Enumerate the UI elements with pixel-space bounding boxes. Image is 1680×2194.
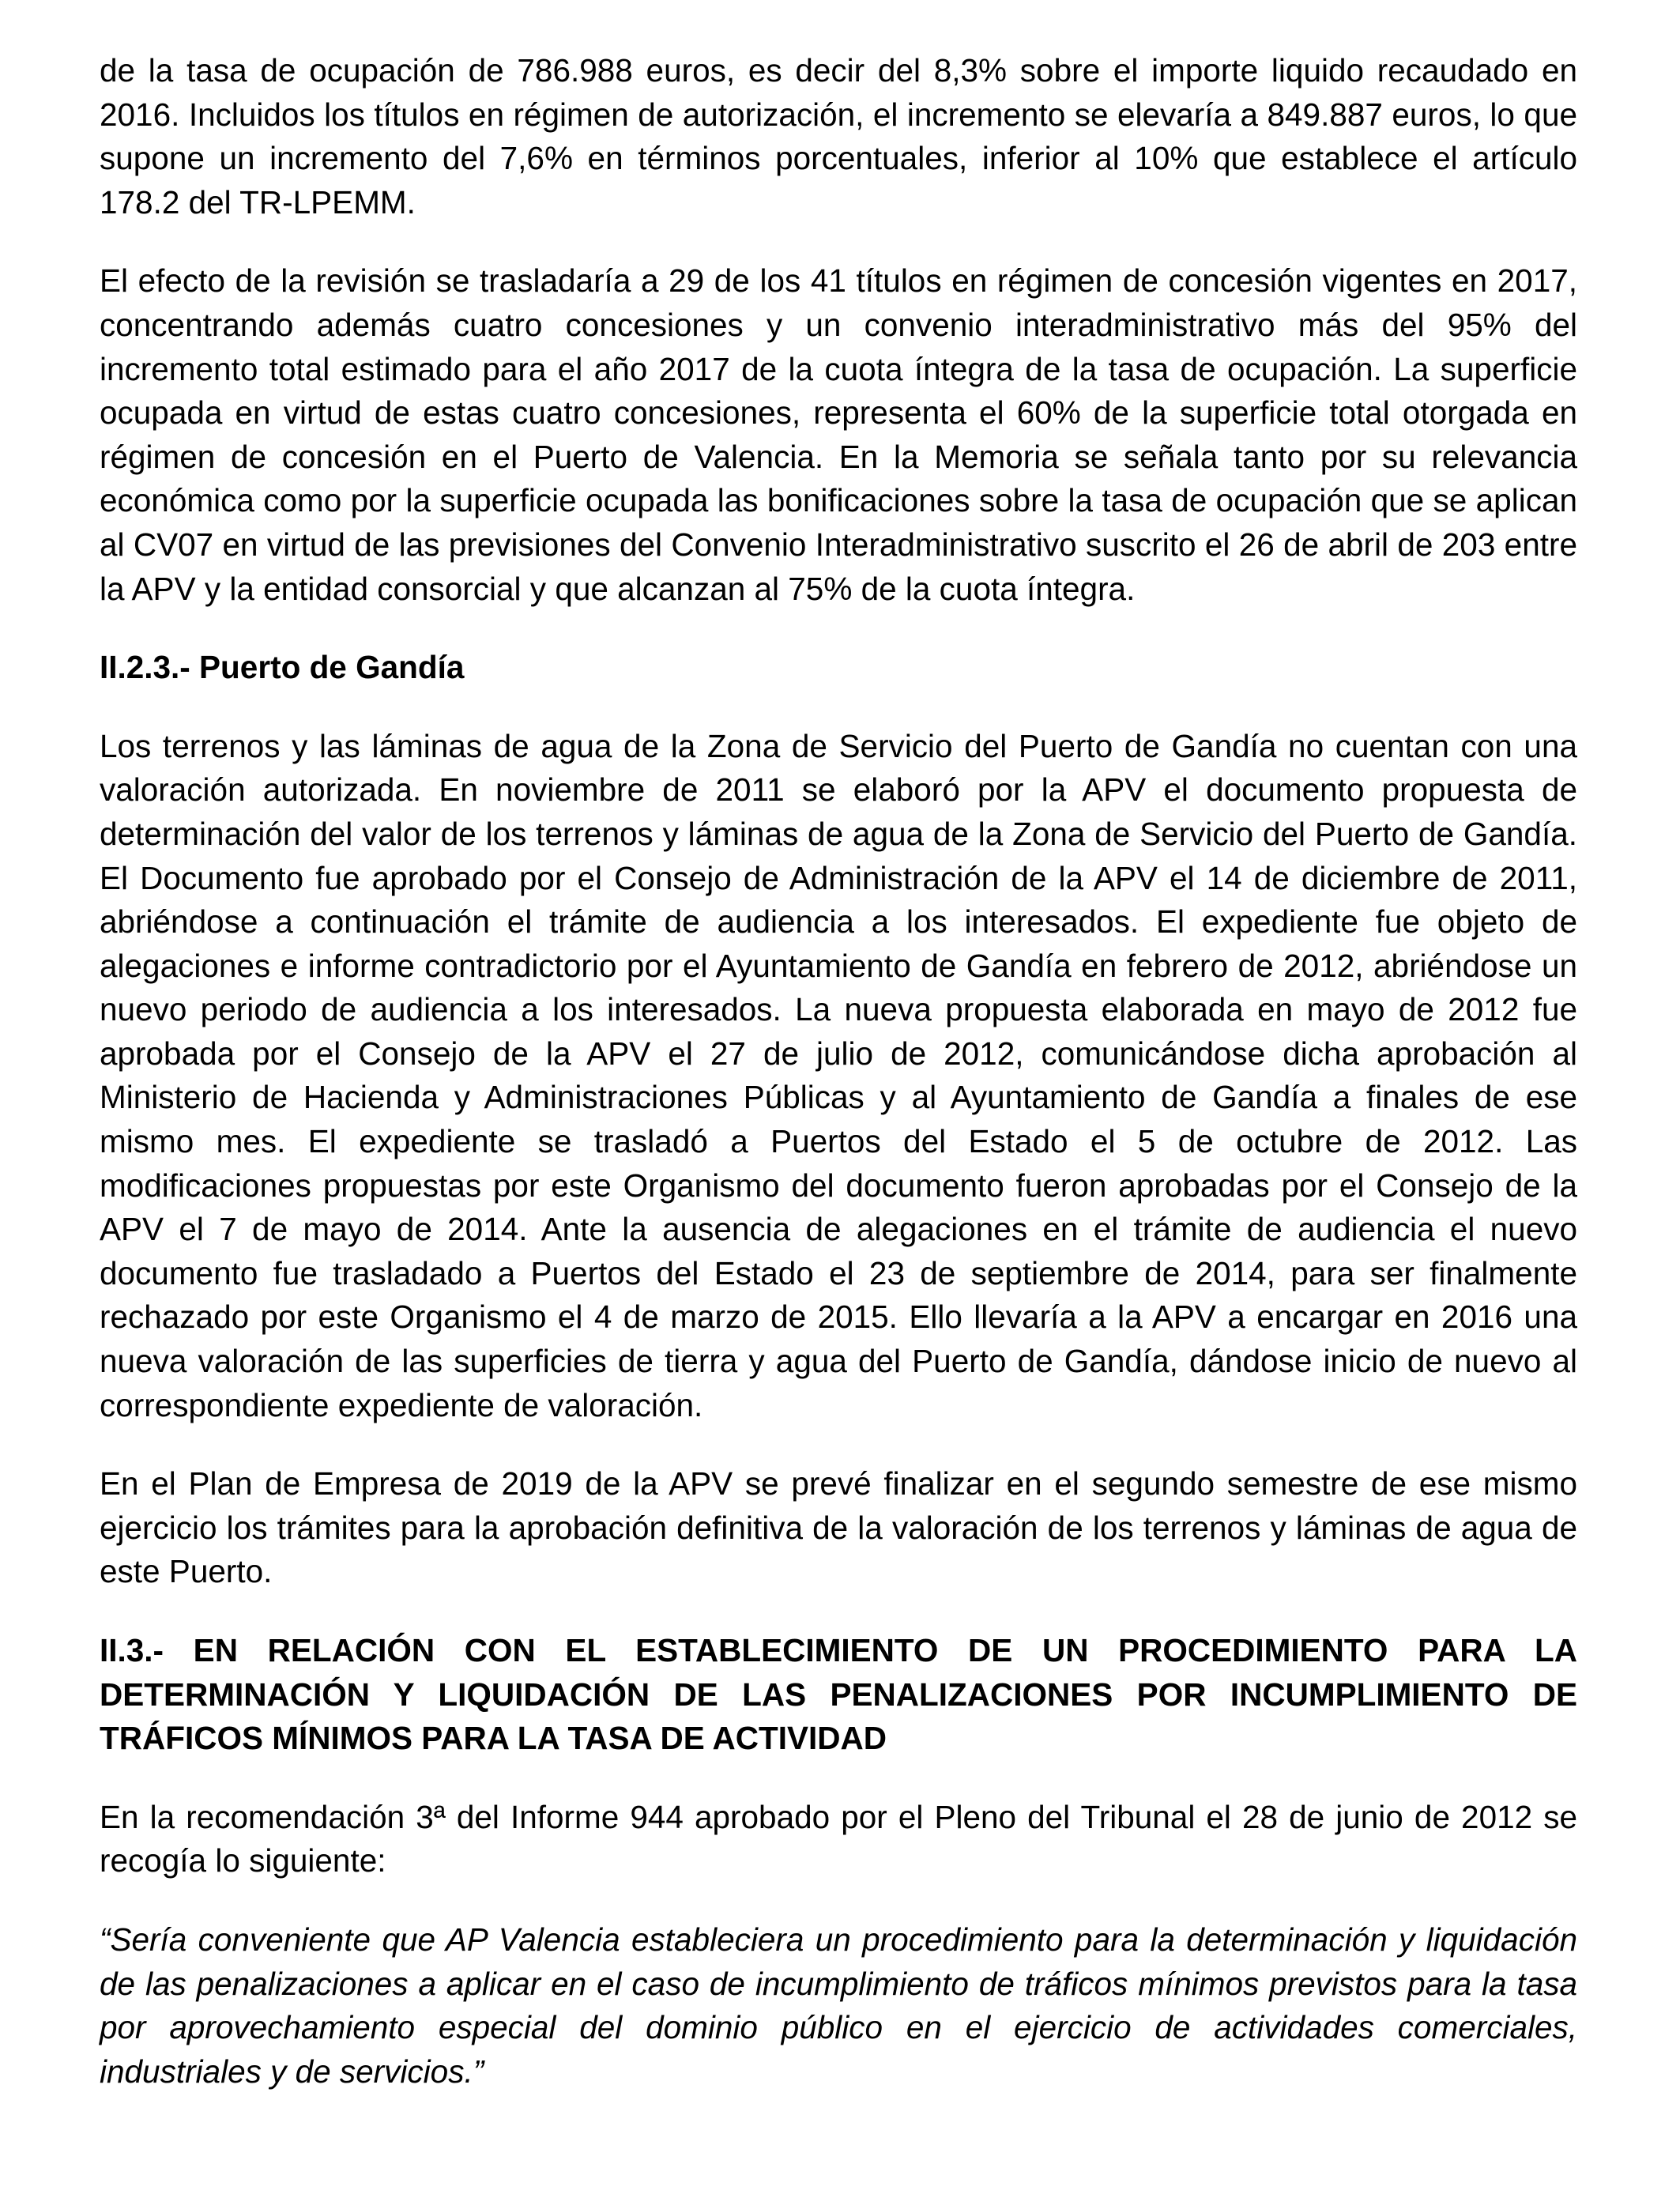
section-heading-puerto-gandia: II.2.3.- Puerto de Gandía — [100, 649, 465, 686]
paragraph-recomendacion: En la recomendación 3ª del Informe 944 aprobado por el Pleno del Tribunal el 28 de junio de 2012 se recogía lo siguiente: — [100, 1798, 1577, 1879]
paragraph-efecto-revision: El efecto de la revisión se trasladaría a 29 de los 41 títulos en régimen de concesión vigentes en 2017, concentrando además cuatro concesiones y un convenio interadministrativo más del 95% del incremento total estimado para el año 2017 de la cuota íntegra de la tasa de ocupación. La superficie ocupada en virtud de estas cuatro concesiones, representa el 60% de la superficie total otorgada en régimen de concesión en el Puerto de Valencia. En la Memoria se señala tanto por su relevancia económica como por la superficie ocupada las bonificaciones sobre la tasa de ocupación que se aplican al CV07 en virtud de las previsiones del Convenio Interadministrativo suscrito el 26 de abril de 203 entre la APV y la entidad consorcial y que alcanzan al 75% de la cuota íntegra. — [100, 262, 1577, 607]
paragraph-tasa-ocupacion: de la tasa de ocupación de 786.988 euros, es decir del 8,3% sobre el importe liquido recaudado en 2016. Incluidos los títulos en régimen de autorización, el incremento se elevaría a 849.887 euros, lo que supone un incremento del 7,6% en términos porcentuales, inferior al 10% que establece el artículo 178.2 del TR-LPEMM. — [100, 52, 1577, 221]
document-page — [100, 49, 1577, 2094]
section-heading-penalizaciones: II.3.- EN RELACIÓN CON EL ESTABLECIMIENTO DE UN PROCEDIMIENTO PARA LA DETERMINACIÓN Y LIQUIDACIÓN DE LAS PENALIZACIONES POR INCUMPLIMIENTO DE TRÁFICOS MÍNIMOS PARA LA TASA DE ACTIVIDAD — [100, 1632, 1577, 1757]
paragraph-terrenos-gandia: Los terrenos y las láminas de agua de la Zona de Servicio del Puerto de Gandía no cuentan con una valoración autorizada. En noviembre de 2011 se elaboró por la APV el documento propuesta de determinación del valor de los terrenos y láminas de agua de la Zona de Servicio del Puerto de Gandía. El Documento fue aprobado por el Consejo de Administración de la APV el 14 de diciembre de 2011, abriéndose a continuación el trámite de audiencia a los interesados. El expediente fue objeto de alegaciones e informe contradictorio por el Ayuntamiento de Gandía en febrero de 2012, abriéndose un nuevo periodo de audiencia a los interesados. La nueva propuesta elaborada en mayo de 2012 fue aprobada por el Consejo de la APV el 27 de julio de 2012, comunicándose dicha aprobación al Ministerio de Hacienda y Administraciones Públicas y al Ayuntamiento de Gandía a finales de ese mismo mes. El expediente se trasladó a Puertos del Estado el 5 de octubre de 2012. Las modificaciones propuestas por este Organismo del documento fueron aprobadas por el Consejo de la APV el 7 de mayo de 2014. Ante la ausencia de alegaciones en el trámite de audiencia el nuevo documento fue trasladado a Puertos del Estado el 23 de septiembre de 2014, para ser finalmente rechazado por este Organismo el 4 de marzo de 2015. Ello llevaría a la APV a encargar en 2016 una nueva valoración de las superficies de tierra y agua del Puerto de Gandía, dándose inicio de nuevo al correspondiente expediente de valoración. — [100, 727, 1577, 1423]
paragraph-plan-empresa: En el Plan de Empresa de 2019 de la APV se prevé finalizar en el segundo semestre de ese mismo ejercicio los trámites para la aprobación definitiva de la valoración de los terrenos y láminas de agua de este Puerto. — [100, 1465, 1577, 1590]
quoted-recommendation: “Sería conveniente que AP Valencia estableciera un procedimiento para la determinación y liquidación de las penalizaciones a aplicar en el caso de incumplimiento de tráficos mínimos previstos para la tasa por aprovechamiento especial del dominio público en el ejercicio de actividades comerciales, industriales y de servicios.” — [100, 1921, 1577, 2090]
